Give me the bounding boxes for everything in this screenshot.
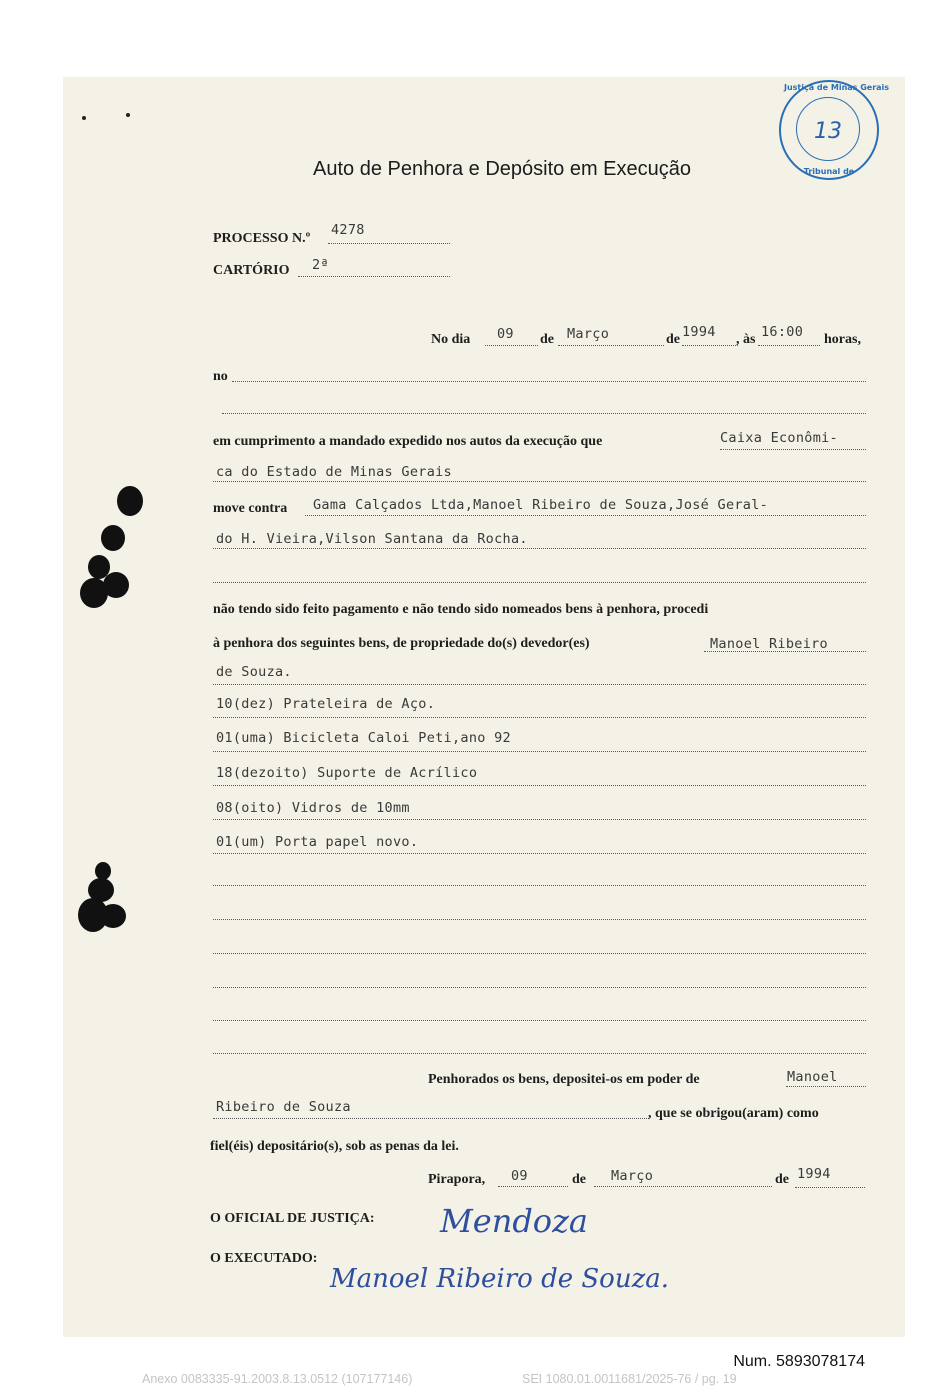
bem-line-1 <box>213 717 866 718</box>
place-day: 09 <box>511 1168 528 1184</box>
penhora-text-1: não tendo sido feito pagamento e não tendo sido nomeados bens à penhora, procedi <box>213 602 709 617</box>
processo-value: 4278 <box>331 222 365 238</box>
location-line-1 <box>232 381 866 382</box>
cartorio-label: CARTÓRIO <box>213 263 290 278</box>
exequente-line-2: ca do Estado de Minas Gerais <box>216 464 452 480</box>
ink-speck <box>126 113 130 117</box>
executado-signature: Manoel Ribeiro de Souza. <box>330 1264 670 1294</box>
depositario-underline-1 <box>786 1086 866 1087</box>
place-month: Março <box>611 1168 654 1184</box>
processo-label: PROCESSO N.º <box>213 231 311 246</box>
month-value: Março <box>567 326 610 342</box>
bem-line-3 <box>213 785 866 786</box>
horas-label: horas, <box>824 332 861 347</box>
place-year-line <box>795 1187 865 1188</box>
bem-item-1: 10(dez) Prateleira de Aço. <box>216 696 436 712</box>
stamp-ring-top-text: Justiça de Minas Gerais <box>784 83 890 92</box>
place-day-line <box>498 1186 568 1187</box>
exequente-underline-1 <box>720 449 866 450</box>
location-line-2 <box>222 413 866 414</box>
stamp-ring-bottom-text: Tribunal de <box>803 167 855 176</box>
executado-label: O EXECUTADO: <box>210 1251 318 1266</box>
executados-underline-1 <box>305 515 866 516</box>
move-contra-label: move contra <box>213 501 288 516</box>
place-de-2: de <box>775 1172 789 1187</box>
blank-line-6 <box>213 1053 866 1054</box>
day-value: 09 <box>497 326 514 342</box>
cartorio-value: 2ª <box>312 257 329 273</box>
bem-item-4: 08(oito) Vidros de 10mm <box>216 800 410 816</box>
place-month-line <box>594 1186 772 1187</box>
as-label: , às <box>736 332 756 347</box>
bem-line-5 <box>213 853 866 854</box>
de-label-1: de <box>540 332 554 347</box>
footer-sei: SEI 1080.01.0011681/2025-76 / pg. 19 <box>522 1372 737 1386</box>
devedor-line-1: Manoel Ribeiro <box>710 636 828 652</box>
bem-item-3: 18(dezoito) Suporte de Acrílico <box>216 765 478 781</box>
stamp-page-number: 13 <box>814 119 842 144</box>
place-year: 1994 <box>797 1166 831 1182</box>
blank-line-1 <box>213 885 866 886</box>
obrigou-text: , que se obrigou(aram) como <box>648 1106 819 1121</box>
month-line <box>558 345 664 346</box>
blank-line-3 <box>213 953 866 954</box>
no-dia-label: No dia <box>431 332 471 347</box>
devedor-line-2: de Souza. <box>216 664 292 680</box>
blank-line-2 <box>213 919 866 920</box>
depositario-underline-2 <box>213 1118 649 1119</box>
executados-line-1: Gama Calçados Ltda,Manoel Ribeiro de Souza,José Geral- <box>313 497 769 513</box>
fiel-text: fiel(éis) depositário(s), sob as penas da lei. <box>210 1139 459 1154</box>
year-value: 1994 <box>682 324 716 340</box>
stamp-inner-circle <box>796 97 860 161</box>
document-page <box>63 77 905 1337</box>
place-de-1: de <box>572 1172 586 1187</box>
ink-speck <box>82 116 86 120</box>
footer-anexo: Anexo 0083335-91.2003.8.13.0512 (107177146) <box>142 1372 413 1386</box>
bem-item-2: 01(uma) Bicicleta Caloi Peti,ano 92 <box>216 730 511 746</box>
time-line <box>758 345 820 346</box>
deposito-text: Penhorados os bens, depositei-os em poder de <box>428 1072 700 1087</box>
place-city: Pirapora, <box>428 1172 486 1187</box>
blank-line-4 <box>213 987 866 988</box>
executados-line-2: do H. Vieira,Vilson Santana da Rocha. <box>216 531 528 547</box>
penhora-text-2: à penhora dos seguintes bens, de propriedade do(s) devedor(es) <box>213 636 590 651</box>
depositario-line-2: Ribeiro de Souza <box>216 1099 351 1115</box>
exequente-underline-2 <box>213 481 866 482</box>
court-stamp <box>779 80 890 180</box>
cartorio-line <box>298 276 450 277</box>
devedor-underline-2 <box>213 684 866 685</box>
executados-underline-2 <box>213 548 866 549</box>
bem-line-2 <box>213 751 866 752</box>
no-label: no <box>213 369 228 384</box>
exequente-line-1: Caixa Econômi- <box>720 430 838 446</box>
mandado-text: em cumprimento a mandado expedido nos autos da execução que <box>213 434 603 449</box>
oficial-signature: Mendoza <box>440 1202 588 1240</box>
devedor-underline-1 <box>704 651 866 652</box>
executados-underline-3 <box>213 582 866 583</box>
depositario-line-1: Manoel <box>787 1069 838 1085</box>
de-label-2: de <box>666 332 680 347</box>
year-line <box>682 345 738 346</box>
bem-line-4 <box>213 819 866 820</box>
processo-line <box>328 243 450 244</box>
time-value: 16:00 <box>761 324 804 340</box>
day-line <box>485 345 538 346</box>
oficial-label: O OFICIAL DE JUSTIÇA: <box>210 1211 375 1226</box>
blank-line-5 <box>213 1020 866 1021</box>
document-title: Auto de Penhora e Depósito em Execução <box>313 158 692 180</box>
document-number: Num. 5893078174 <box>733 1353 865 1370</box>
bem-item-5: 01(um) Porta papel novo. <box>216 834 419 850</box>
